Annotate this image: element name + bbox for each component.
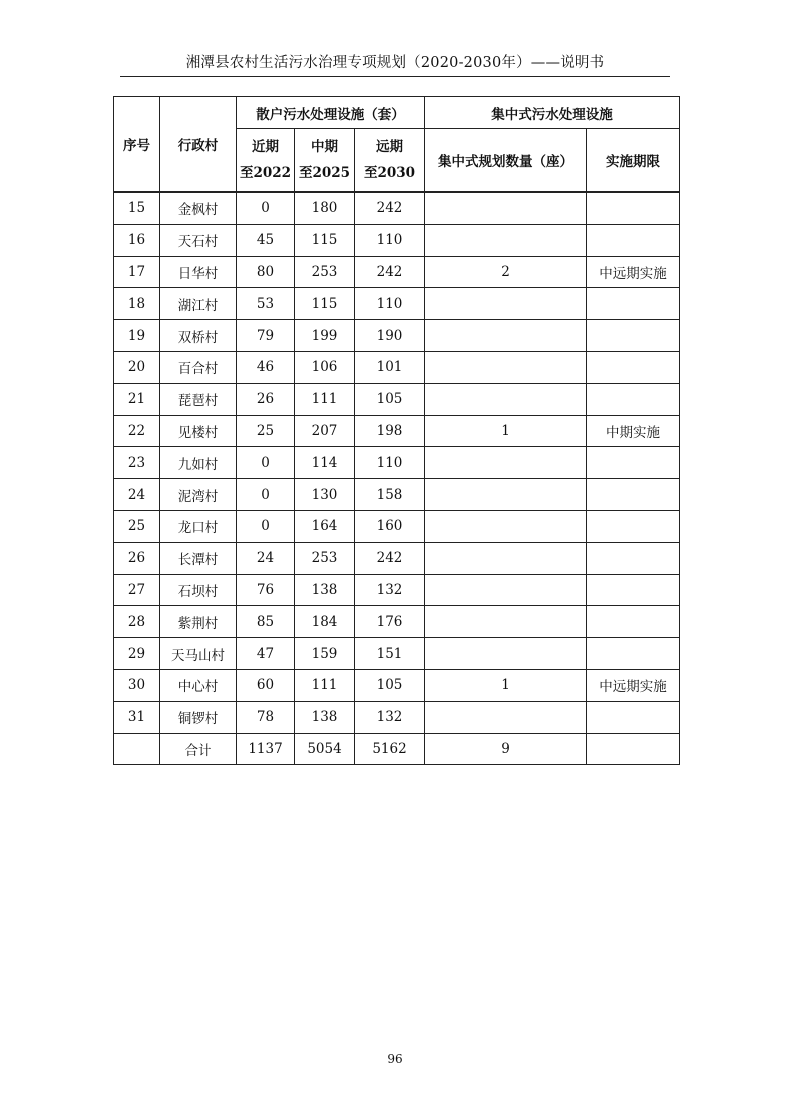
cell-central-count (425, 574, 587, 606)
cell-central-count (425, 192, 587, 224)
cell-long-term: 198 (355, 415, 425, 447)
cell-seq: 26 (114, 542, 160, 574)
cell-mid-term: 207 (295, 415, 355, 447)
table-row (114, 415, 680, 447)
cell-near-term: 1137 (237, 733, 295, 765)
header-long-term-label: 远期 (376, 139, 403, 155)
header-near-term (237, 129, 295, 193)
cell-central-count (425, 606, 587, 638)
cell-village: 湖江村 (160, 288, 237, 320)
table-row (114, 383, 680, 415)
cell-near-term: 0 (237, 510, 295, 542)
cell-period: 中期实施 (587, 415, 680, 447)
cell-seq: 15 (114, 192, 160, 224)
cell-period (587, 510, 680, 542)
cell-village: 百合村 (160, 351, 237, 383)
cell-village: 长潭村 (160, 542, 237, 574)
cell-near-term: 60 (237, 669, 295, 701)
page-number: 96 (387, 1052, 403, 1066)
cell-period (587, 479, 680, 511)
cell-village: 石坝村 (160, 574, 237, 606)
header-seq: 序号 (114, 97, 160, 193)
cell-mid-term: 106 (295, 351, 355, 383)
header-central-group: 集中式污水处理设施 (425, 97, 680, 129)
table-row (114, 447, 680, 479)
cell-village: 合计 (160, 733, 237, 765)
cell-mid-term: 115 (295, 288, 355, 320)
cell-village: 紫荆村 (160, 606, 237, 638)
cell-seq: 28 (114, 606, 160, 638)
cell-central-count (425, 447, 587, 479)
cell-central-count (425, 351, 587, 383)
cell-period: 中远期实施 (587, 669, 680, 701)
cell-period (587, 542, 680, 574)
table-body (114, 192, 680, 765)
table-row (114, 542, 680, 574)
cell-seq: 22 (114, 415, 160, 447)
cell-mid-term: 5054 (295, 733, 355, 765)
cell-mid-term: 253 (295, 256, 355, 288)
header-central-count: 集中式规划数量（座） (425, 129, 587, 193)
cell-period (587, 606, 680, 638)
cell-near-term: 46 (237, 351, 295, 383)
document-title: 湘潭县农村生活污水治理专项规划（2020-2030年）——说明书 (185, 55, 605, 71)
table-header (114, 97, 680, 193)
cell-long-term: 160 (355, 510, 425, 542)
cell-central-count: 9 (425, 733, 587, 765)
cell-seq: 20 (114, 351, 160, 383)
table-row (114, 701, 680, 733)
cell-period (587, 733, 680, 765)
cell-mid-term: 130 (295, 479, 355, 511)
cell-long-term: 151 (355, 638, 425, 670)
cell-long-term: 242 (355, 542, 425, 574)
cell-long-term: 158 (355, 479, 425, 511)
cell-village: 泥湾村 (160, 479, 237, 511)
cell-period (587, 351, 680, 383)
cell-central-count: 1 (425, 669, 587, 701)
cell-long-term: 110 (355, 288, 425, 320)
cell-mid-term: 184 (295, 606, 355, 638)
table-row (114, 320, 680, 352)
cell-long-term: 110 (355, 447, 425, 479)
cell-central-count (425, 638, 587, 670)
cell-near-term: 76 (237, 574, 295, 606)
cell-near-term: 24 (237, 542, 295, 574)
cell-long-term: 132 (355, 574, 425, 606)
cell-village: 中心村 (160, 669, 237, 701)
cell-central-count (425, 479, 587, 511)
cell-period (587, 383, 680, 415)
cell-period (587, 638, 680, 670)
table-row (114, 669, 680, 701)
table-row (114, 606, 680, 638)
header-village: 行政村 (160, 97, 237, 193)
cell-near-term: 25 (237, 415, 295, 447)
header-near-term-year: 至2022 (239, 165, 292, 181)
cell-seq: 18 (114, 288, 160, 320)
table-row (114, 224, 680, 256)
cell-seq: 29 (114, 638, 160, 670)
table-row (114, 192, 680, 224)
cell-long-term: 110 (355, 224, 425, 256)
table-row (114, 288, 680, 320)
cell-seq (114, 733, 160, 765)
cell-mid-term: 180 (295, 192, 355, 224)
cell-near-term: 85 (237, 606, 295, 638)
table-row (114, 510, 680, 542)
page-header (120, 52, 670, 77)
cell-central-count: 1 (425, 415, 587, 447)
cell-village: 见楼村 (160, 415, 237, 447)
cell-central-count (425, 288, 587, 320)
cell-long-term: 105 (355, 383, 425, 415)
cell-seq: 19 (114, 320, 160, 352)
cell-village: 铜锣村 (160, 701, 237, 733)
cell-period (587, 701, 680, 733)
cell-seq: 25 (114, 510, 160, 542)
cell-seq: 21 (114, 383, 160, 415)
cell-near-term: 47 (237, 638, 295, 670)
cell-seq: 31 (114, 701, 160, 733)
cell-village: 琵琶村 (160, 383, 237, 415)
cell-mid-term: 164 (295, 510, 355, 542)
header-mid-term-label: 中期 (311, 139, 338, 155)
cell-near-term: 78 (237, 701, 295, 733)
cell-near-term: 0 (237, 479, 295, 511)
cell-period (587, 224, 680, 256)
cell-near-term: 53 (237, 288, 295, 320)
cell-long-term: 101 (355, 351, 425, 383)
cell-village: 九如村 (160, 447, 237, 479)
cell-mid-term: 199 (295, 320, 355, 352)
cell-long-term: 176 (355, 606, 425, 638)
cell-central-count (425, 320, 587, 352)
cell-seq: 16 (114, 224, 160, 256)
cell-period (587, 320, 680, 352)
cell-village: 金枫村 (160, 192, 237, 224)
cell-seq: 17 (114, 256, 160, 288)
header-mid-term-year: 至2025 (298, 165, 351, 181)
header-long-term-year: 至2030 (363, 165, 416, 181)
cell-period: 中远期实施 (587, 256, 680, 288)
cell-long-term: 190 (355, 320, 425, 352)
cell-period (587, 288, 680, 320)
header-mid-term (295, 129, 355, 193)
cell-central-count (425, 701, 587, 733)
cell-village: 日华村 (160, 256, 237, 288)
cell-long-term: 242 (355, 256, 425, 288)
cell-long-term: 132 (355, 701, 425, 733)
cell-near-term: 26 (237, 383, 295, 415)
cell-central-count (425, 510, 587, 542)
cell-seq: 27 (114, 574, 160, 606)
table-row (114, 574, 680, 606)
cell-long-term: 5162 (355, 733, 425, 765)
cell-mid-term: 138 (295, 701, 355, 733)
table-row (114, 638, 680, 670)
cell-near-term: 0 (237, 192, 295, 224)
cell-central-count (425, 542, 587, 574)
cell-period (587, 447, 680, 479)
cell-mid-term: 253 (295, 542, 355, 574)
cell-mid-term: 111 (295, 383, 355, 415)
table-row (114, 479, 680, 511)
header-near-term-label: 近期 (252, 139, 279, 155)
table-total-row (114, 733, 680, 765)
cell-seq: 30 (114, 669, 160, 701)
cell-village: 天马山村 (160, 638, 237, 670)
cell-near-term: 0 (237, 447, 295, 479)
cell-seq: 24 (114, 479, 160, 511)
cell-mid-term: 115 (295, 224, 355, 256)
sewage-facility-table (113, 96, 680, 765)
header-long-term (355, 129, 425, 193)
cell-central-count: 2 (425, 256, 587, 288)
cell-long-term: 242 (355, 192, 425, 224)
table-row (114, 351, 680, 383)
table-row (114, 256, 680, 288)
cell-village: 双桥村 (160, 320, 237, 352)
cell-mid-term: 111 (295, 669, 355, 701)
cell-near-term: 79 (237, 320, 295, 352)
cell-mid-term: 138 (295, 574, 355, 606)
cell-village: 天石村 (160, 224, 237, 256)
cell-central-count (425, 224, 587, 256)
cell-period (587, 192, 680, 224)
cell-long-term: 105 (355, 669, 425, 701)
header-period: 实施期限 (587, 129, 680, 193)
cell-near-term: 45 (237, 224, 295, 256)
cell-mid-term: 114 (295, 447, 355, 479)
cell-mid-term: 159 (295, 638, 355, 670)
cell-period (587, 574, 680, 606)
cell-near-term: 80 (237, 256, 295, 288)
cell-village: 龙口村 (160, 510, 237, 542)
header-dispersed-group: 散户污水处理设施（套） (237, 97, 425, 129)
cell-central-count (425, 383, 587, 415)
cell-seq: 23 (114, 447, 160, 479)
